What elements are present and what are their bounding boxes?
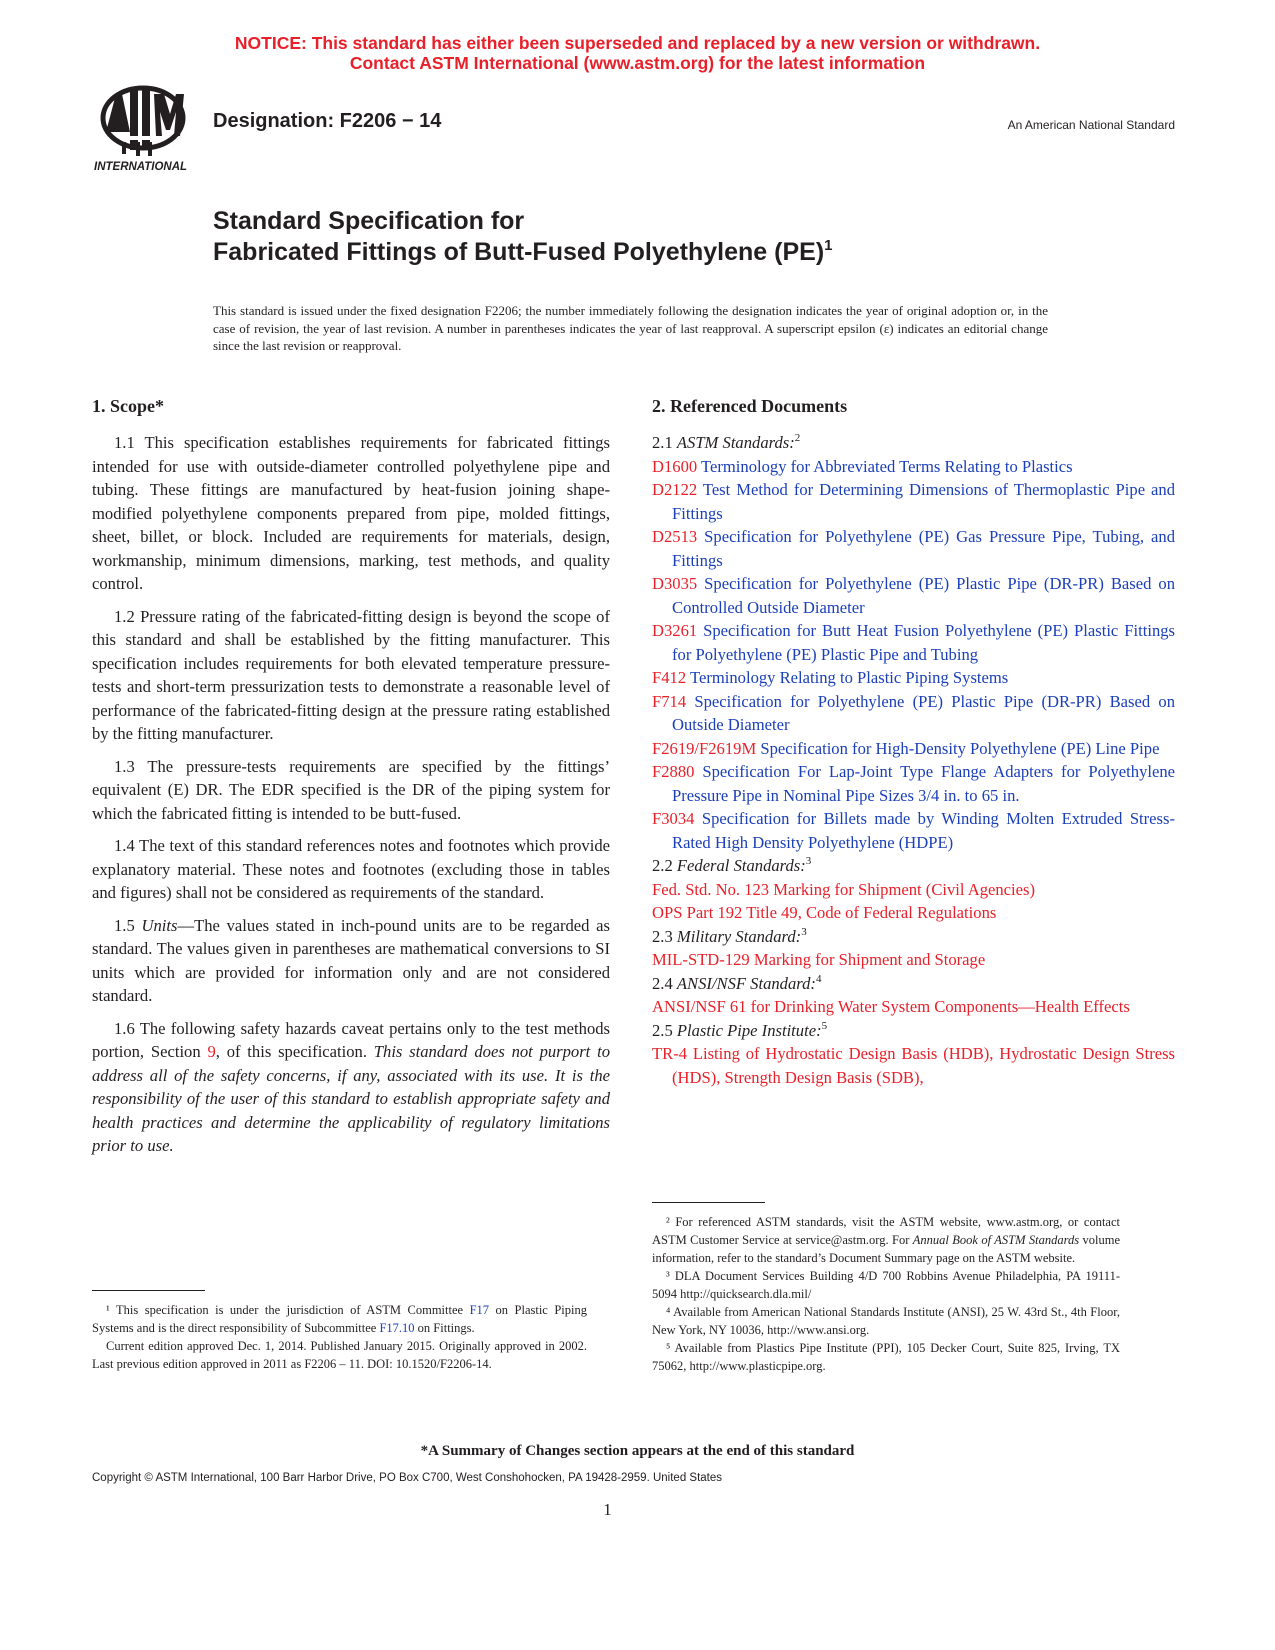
reference-title-link[interactable]: Specification for High-Density Polyethylene (PE) Line Pipe xyxy=(756,738,1160,758)
scope-1-6 xyxy=(92,1017,610,1158)
ansi-standard-label xyxy=(652,972,1175,996)
astm-num: 2.1 xyxy=(652,433,677,452)
scope-1-5-text: —The values stated in inch-pound units are to be regarded as standard. The values given in parentheses are mathematical conversions to SI units which are provided for information only and are not considered standard. xyxy=(92,915,611,1005)
reference-link[interactable]: TR-4 Listing of Hydrostatic Design Basis (HDB), Hydrostatic Design Stress (HDS), Strength Design Basis (SDB), xyxy=(652,1044,1175,1087)
ppi-num: 2.5 xyxy=(652,1020,677,1040)
notice-line-2: Contact ASTM International (www.astm.org) for the latest information xyxy=(349,53,926,73)
footnote-1-text: ¹ This specification is under the jurisdiction of ASTM Committee xyxy=(106,1303,470,1317)
reference-code-link[interactable]: D3261 xyxy=(652,621,698,640)
reference-title-link[interactable]: Terminology Relating to Plastic Piping Systems xyxy=(686,668,1009,687)
reference-item[interactable] xyxy=(652,572,1175,619)
scope-1-3: 1.3 The pressure-tests requirements are specified by the fittings’ equivalent (E) DR. The EDR specified is the DR of the piping system for which the fabricated fitting is intended to be butt-fused. xyxy=(92,756,610,823)
footnote-1 xyxy=(92,1301,587,1337)
scope-1-5-num: 1.5 xyxy=(114,915,142,935)
document-title xyxy=(213,206,833,268)
reference-item[interactable] xyxy=(652,690,1175,737)
title-line-2 xyxy=(213,237,833,268)
reference-item[interactable] xyxy=(652,478,1175,525)
reference-code-link[interactable]: F412 xyxy=(652,668,687,687)
notice-banner xyxy=(0,33,1275,73)
federal-sup: 3 xyxy=(805,855,812,867)
federal-num: 2.2 xyxy=(652,856,677,875)
reference-code-link[interactable]: D2513 xyxy=(652,527,698,546)
reference-title-link[interactable]: Specification for Polyethylene (PE) Plastic Pipe (DR-PR) Based on Controlled Outside Diameter xyxy=(672,574,1175,617)
reference-title-link[interactable]: Test Method for Determining Dimensions of Thermoplastic Pipe and Fittings xyxy=(672,480,1175,523)
reference-title-link[interactable]: Specification For Lap-Joint Type Flange Adapters for Polyethylene Pressure Pipe in Nominal Pipe Sizes 3/4 in. to 65 in. xyxy=(672,762,1175,805)
ppi-label-text: Plastic Pipe Institute: xyxy=(676,1020,822,1040)
ppi-label xyxy=(652,1019,1175,1043)
scope-1-6-text: 1.6 The following safety hazards caveat pertains only to the test methods portion, Section xyxy=(92,1018,610,1061)
american-national-standard: An American National Standard xyxy=(1007,118,1175,132)
title-main: Fabricated Fittings of Butt-Fused Polyethylene (PE) xyxy=(213,238,825,266)
federal-label: Federal Standards: xyxy=(676,856,806,875)
astm-reference-list xyxy=(652,455,1175,855)
f17-10-link[interactable]: F17.10 xyxy=(379,1321,415,1335)
left-footnote-rule xyxy=(92,1290,205,1291)
astm-standards-label xyxy=(652,431,1175,455)
scope-1-5 xyxy=(92,914,610,1008)
reference-link[interactable]: OPS Part 192 Title 49, Code of Federal Regulations xyxy=(652,903,997,922)
reference-link[interactable]: ANSI/NSF 61 for Drinking Water System Components—Health Effects xyxy=(652,997,1130,1016)
scope-1-1: 1.1 This specification establishes requirements for fabricated fittings intended for use with outside-diameter controlled polyethylene pipe and tubing. These fittings are manufactured by heat-fusion joining shape-modified polyethylene components prepared from pipe, molded fittings, sheet, billet, or block. Included are requirements for materials, design, workmanship, minimum dimensions, marking, test methods, and quality control. xyxy=(92,433,610,593)
right-column xyxy=(652,396,1175,1089)
page-number: 1 xyxy=(603,1500,612,1519)
astm-sup: 2 xyxy=(794,432,801,444)
footnote-1-text-b: on Plastic Piping Systems and is the direct responsibility of Subcommittee xyxy=(92,1303,587,1335)
reference-item[interactable] xyxy=(652,1042,1175,1089)
reference-code-link[interactable]: F3034 xyxy=(652,809,695,828)
footnote-2-text: ² For referenced ASTM standards, visit the ASTM website, www.astm.org, or contact ASTM Customer Service at service@astm.org. For xyxy=(652,1215,1120,1247)
federal-reference-list xyxy=(652,878,1175,925)
left-footnotes xyxy=(92,1301,587,1373)
footnote-4: ⁴ Available from American National Standards Institute (ANSI), 25 W. 43rd St., 4th Floor, New York, NY 10036, http://www.ansi.org. xyxy=(652,1305,1120,1337)
reference-code-link[interactable]: F2880 xyxy=(652,762,695,781)
reference-title-link[interactable]: Specification for Polyethylene (PE) Gas Pressure Pipe, Tubing, and Fittings xyxy=(672,527,1175,570)
f17-link[interactable]: F17 xyxy=(469,1303,490,1317)
reference-item[interactable] xyxy=(652,525,1175,572)
units-label: Units xyxy=(141,915,178,935)
reference-item[interactable] xyxy=(652,807,1175,854)
footnote-1-edition: Current edition approved Dec. 1, 2014. Published January 2015. Originally approved in 2002. Last previous edition approved in 2011 as F2206 – 11. DOI: 10.1520/F2206-14. xyxy=(92,1339,587,1371)
left-column xyxy=(92,396,610,1167)
title-footnote-mark[interactable]: 1 xyxy=(824,237,833,254)
scope-1-4: 1.4 The text of this standard references notes and footnotes which provide explanatory material. These notes and footnotes (excluding those in tables and figures) shall not be considered as requirements of the standard. xyxy=(92,836,610,902)
reference-item[interactable] xyxy=(652,455,1175,479)
logo-text: INTERNATIONAL xyxy=(94,161,188,173)
reference-code-link[interactable]: D1600 xyxy=(652,456,698,476)
reference-item[interactable] xyxy=(652,737,1175,761)
safety-caveat: This standard does not purport to address all of the safety concerns, if any, associated with its use. It is the responsibility of the user of this standard to establish appropriate safety and health practices and determine the applicability of regulatory limitations prior to use. xyxy=(92,1042,610,1155)
ansi-reference-list xyxy=(652,995,1175,1019)
reference-code-link[interactable]: D3035 xyxy=(652,574,698,593)
ansi-sup: 4 xyxy=(815,972,822,985)
reference-title-link[interactable]: Specification for Butt Heat Fusion Polyethylene (PE) Plastic Fittings for Polyethylene (PE) Plastic Pipe and Tubing xyxy=(672,621,1175,664)
military-standard-label xyxy=(652,925,1175,949)
scope-1-2: 1.2 Pressure rating of the fabricated-fitting design is beyond the scope of this standard and shall be established by the fitting manufacturer. This specification includes requirements for both elevated temperature pressure-tests and short-term pressurization tests to demonstrate a reasonable level of performance of the fabricated-fitting design at the pressure rating established by the fitting manufacturer. xyxy=(92,606,610,743)
ppi-sup: 5 xyxy=(821,1019,828,1032)
footnote-3: ³ DLA Document Services Building 4/D 700 Robbins Avenue Philadelphia, PA 19111-5094 http://quicksearch.dla.mil/ xyxy=(652,1269,1120,1301)
military-num: 2.3 xyxy=(652,926,677,946)
reference-title-link[interactable]: Specification for Billets made by Winding Molten Extruded Stress-Rated High Density Polyethylene (HDPE) xyxy=(672,809,1175,852)
military-label: Military Standard: xyxy=(676,926,802,946)
footnote-2-italic: Annual Book of ASTM Standards xyxy=(912,1233,1080,1247)
reference-item[interactable] xyxy=(652,619,1175,666)
title-line-1: Standard Specification for xyxy=(213,207,525,235)
footnote-5: ⁵ Available from Plastics Pipe Institute (PPI), 105 Decker Court, Suite 825, Irving, TX 75062, http://www.plasticpipe.org. xyxy=(652,1341,1120,1373)
referenced-heading: 2. Referenced Documents xyxy=(652,396,848,416)
scope-heading: 1. Scope* xyxy=(92,396,164,416)
copyright: Copyright © ASTM International, 100 Barr Harbor Drive, PO Box C700, West Conshohocken, PA 19428-2959. United States xyxy=(92,1472,723,1484)
section-9-link[interactable]: 9 xyxy=(207,1042,216,1061)
ppi-reference-list xyxy=(652,1042,1175,1089)
reference-code-link[interactable]: F714 xyxy=(652,691,687,711)
reference-code-link[interactable]: F2619/F2619M xyxy=(652,738,757,758)
astm-emblem-icon xyxy=(92,84,194,174)
reference-item[interactable] xyxy=(652,878,1175,902)
right-footnotes xyxy=(652,1213,1120,1375)
right-footnote-rule xyxy=(652,1202,765,1203)
footnote-1-text-c: on Fittings. xyxy=(414,1321,475,1335)
reference-item[interactable] xyxy=(652,948,1175,972)
summary-of-changes-note: *A Summary of Changes section appears at the end of this standard xyxy=(420,1443,855,1459)
federal-standards-label xyxy=(652,854,1175,878)
reference-code-link[interactable]: D2122 xyxy=(652,480,698,499)
military-reference-list xyxy=(652,948,1175,972)
reference-item[interactable] xyxy=(652,760,1175,807)
astm-logo xyxy=(92,84,194,174)
ansi-label: ANSI/NSF Standard: xyxy=(676,973,816,993)
ansi-num: 2.4 xyxy=(652,973,677,993)
astm-label: ASTM Standards: xyxy=(676,433,795,452)
footnote-2 xyxy=(652,1213,1120,1267)
reference-link[interactable]: Fed. Std. No. 123 Marking for Shipment (Civil Agencies) xyxy=(652,879,1036,899)
designation: Designation: F2206 − 14 xyxy=(213,110,442,132)
reference-item[interactable] xyxy=(652,901,1175,925)
reference-title-link[interactable]: Specification for Polyethylene (PE) Plastic Pipe (DR-PR) Based on Outside Diameter xyxy=(672,691,1175,734)
military-sup: 3 xyxy=(801,925,807,938)
reference-title-link[interactable]: Terminology for Abbreviated Terms Relating to Plastics xyxy=(697,456,1073,476)
footnote-2-text-b: volume information, refer to the standard’s Document Summary page on the ASTM website. xyxy=(652,1233,1121,1265)
reference-link[interactable]: MIL-STD-129 Marking for Shipment and Storage xyxy=(652,950,986,969)
scope-1-6-mid: , of this specification. xyxy=(215,1042,374,1061)
notice-line-1: NOTICE: This standard has either been superseded and replaced by a new version or withdrawn. xyxy=(234,33,1041,53)
reference-item[interactable] xyxy=(652,995,1175,1019)
issued-note: This standard is issued under the fixed designation F2206; the number immediately following the designation indicates the year of original adoption or, in the case of revision, the year of last revision. A number in parentheses indicates the year of last reapproval. A superscript epsilon (ε) indicates an editorial change since the last revision or reapproval. xyxy=(213,303,1048,353)
reference-item[interactable] xyxy=(652,666,1175,690)
